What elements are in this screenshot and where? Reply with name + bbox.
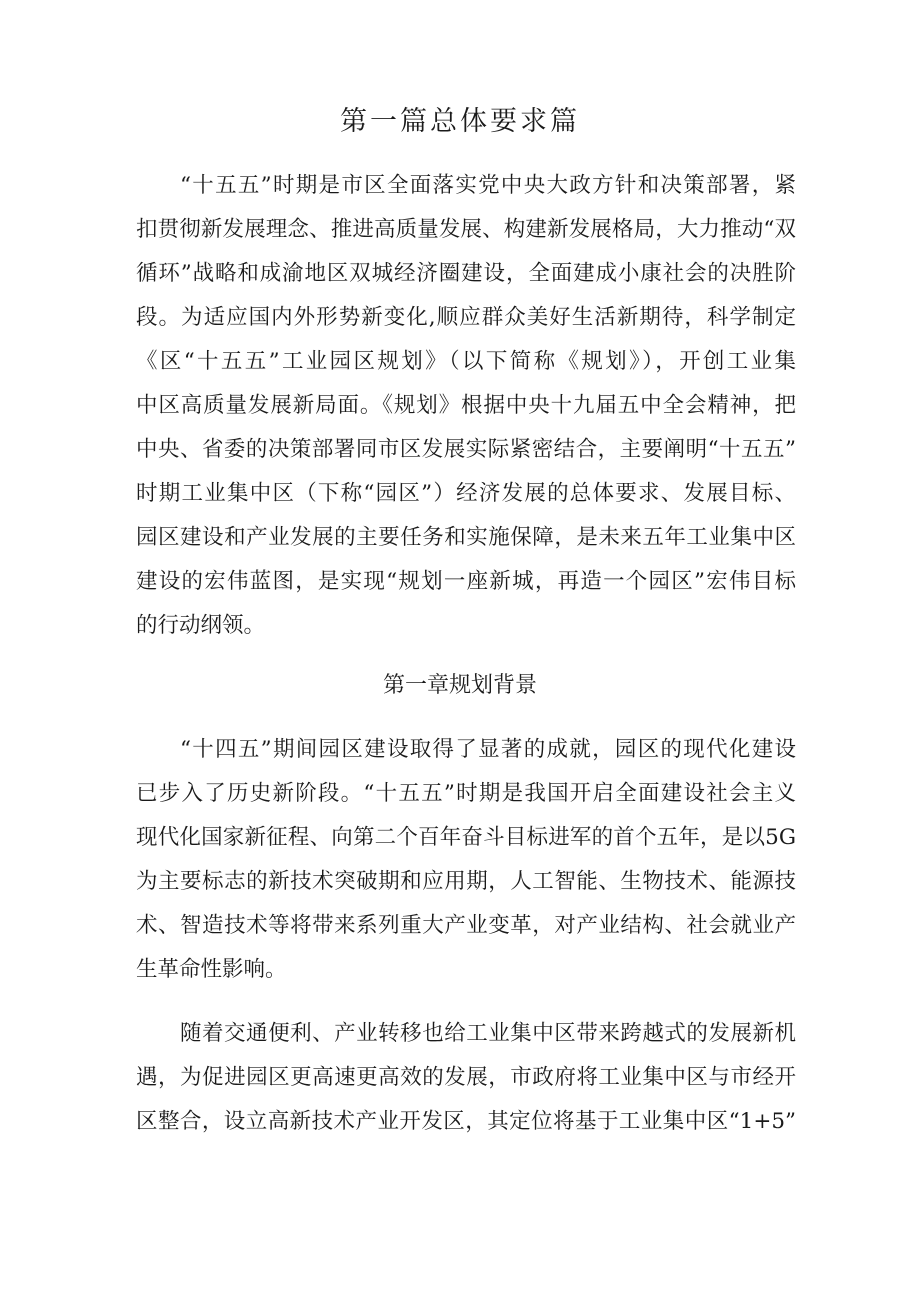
text-line: 扣贯彻新发展理念、推进高质量发展、构建新发展格局，大力推动“双 xyxy=(136,217,796,242)
text-line: 《区“十五五”工业园区规划》（以下简称《规划》），开创工业集 xyxy=(136,349,796,374)
text-line: “十四五”期间园区建设取得了显著的成就，园区的现代化建设 xyxy=(180,737,796,762)
text-line: 中区高质量发展新局面。《规划》根据中央十九届五中全会精神，把 xyxy=(136,393,796,418)
text-line: 时期工业集中区（下称“园区”）经济发展的总体要求、发展目标、 xyxy=(136,481,796,506)
text-line: 随着交通便利、产业转移也给工业集中区带来跨越式的发展新机 xyxy=(180,1021,796,1046)
paragraph-intro xyxy=(136,164,796,648)
text-line: 循环”战略和成渝地区双城经济圈建设，全面建成小康社会的决胜阶 xyxy=(136,261,796,286)
text-line: 段。为适应国内外形势新变化,顺应群众美好生活新期待，科学制定 xyxy=(136,305,796,330)
text-line: 术、智造技术等将带来系列重大产业变革，对产业结构、社会就业产 xyxy=(136,913,796,938)
part-title: 第一篇总体要求篇 xyxy=(340,106,580,137)
text-line: “十五五”时期是市区全面落实党中央大政方针和决策部署，紧 xyxy=(180,173,796,198)
text-line: 建设的宏伟蓝图，是实现“规划一座新城，再造一个园区”宏伟目标 xyxy=(136,569,796,594)
text-line: 已步入了历史新阶段。“十五五”时期是我国开启全面建设社会主义 xyxy=(136,781,796,806)
chapter-title: 第一章规划背景 xyxy=(382,673,537,698)
text-line: 生革命性影响。 xyxy=(136,957,287,982)
text-line: 中央、省委的决策部署同市区发展实际紧密结合，主要阐明“十五五” xyxy=(136,437,796,462)
paragraph-opportunity xyxy=(136,1012,796,1144)
paragraph-background xyxy=(136,728,796,992)
text-line: 区整合，设立高新技术产业开发区，其定位将基于工业集中区“1+5” xyxy=(136,1109,796,1134)
text-line: 园区建设和产业发展的主要任务和实施保障，是未来五年工业集中区 xyxy=(136,525,796,550)
text-line: 现代化国家新征程、向第二个百年奋斗目标进军的首个五年，是以5G xyxy=(136,825,796,850)
text-line: 遇，为促进园区更高速更高效的发展，市政府将工业集中区与市经开 xyxy=(136,1065,796,1090)
text-line: 的行动纲领。 xyxy=(136,613,266,638)
text-line: 为主要标志的新技术突破期和应用期，人工智能、生物技术、能源技 xyxy=(136,869,796,894)
